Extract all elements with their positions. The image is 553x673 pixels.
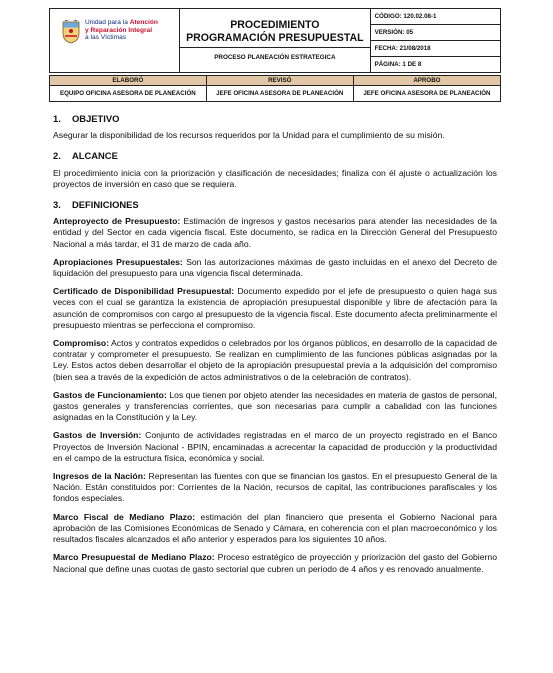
definition-ingresos — [53, 471, 497, 505]
definition-text: Actos y contratos expedidos o celebrados por los órganos públicos, en desarrollo de la capacidad de contratar y comprometer el presupuesto. Se realizan en cumplimiento de las funciones públicas asignadas por la Ley. Estos actos deben desarrollar el objeto de la apropiación presupuestal previa a la adquisición del compromiso (bien sea a través de la expedición de actos administrativos o de la celebración de contratos). — [53, 338, 497, 382]
definition-certificado — [53, 286, 497, 331]
section-heading-definiciones — [53, 199, 497, 210]
logo-text-bold: Atención — [129, 19, 158, 26]
section-title: DEFINICIONES — [72, 199, 139, 211]
objetivo-paragraph: Asegurar la disponibilidad de los recursos requeridos por la Unidad para el cumplimiento de su misión. — [53, 130, 445, 141]
reviso-value: JEFE OFICINA ASESORA DE PLANEACIÓN — [206, 86, 353, 102]
document-header — [49, 8, 501, 73]
logo-text-line2: y Reparación Integral — [85, 26, 153, 34]
logo-cell — [50, 9, 180, 73]
definition-compromiso — [53, 338, 497, 383]
definition-text: Documento expedido por el jefe de presupuesto o quien haga sus veces con el cual se garantiza la existencia de apropiación presupuestal disponible y libre de afectación para la asunción de compromisos con cargo al presupuesto de la vigencia fiscal. Este documento afecta preliminarmente el presupuesto mientras se perfecciona el compromiso. — [53, 286, 497, 330]
document-body — [53, 113, 497, 582]
meta-cell — [370, 9, 500, 73]
definition-gastos-inversion — [53, 430, 497, 464]
definition-marco-presupuestal — [53, 552, 497, 574]
aprobo-header: APROBO — [353, 76, 500, 86]
definition-text: estimación del plan financiero que presenta el Gobierno Nacional para aprobación de las Comisiones Económicas de Senado y Cámara, en coherencia con el plan macroeconómico y los resultados fiscales alcanzados el año anterior y esperados para los siguientes 10 años. — [53, 511, 497, 545]
approval-table — [49, 75, 501, 102]
definition-marco-fiscal — [53, 512, 497, 546]
document-date: FECHA: 21/08/2018 — [371, 41, 500, 57]
definition-text: Representan las fuentes con que se financian los gastos. En el presupuesto General de la Nación. Están constituidos por: Corrientes de la Nación, recursos de capital, las contribuciones parafiscales y los fondos especiales. — [53, 471, 498, 504]
document-code: CÓDIGO: 120.02.08-1 — [371, 9, 500, 25]
section-heading-alcance — [53, 150, 497, 161]
definition-term: Gastos de Inversión: — [53, 430, 142, 441]
page-number: PÁGINA: 1 DE 8 — [374, 61, 422, 68]
section-title: ALCANCE — [72, 150, 118, 162]
document-title: PROCEDIMIENTO PROGRAMACIÓN PRESUPUESTAL — [186, 18, 364, 44]
alcance-paragraph: El procedimiento inicia con la priorización y clasificación de necesidades; finaliza con él ajuste o actualización los proyectos de inversión en caso que se requiera. — [53, 167, 497, 189]
document-version: VERSIÓN: 05 — [371, 25, 500, 41]
section-number: 3. — [53, 199, 61, 211]
definition-text: Los que tienen por objeto atender las necesidades en materia de gastos de personal, gastos generales y transferencias corrientes, que son necesarias para cumplir a cabalidad con las funciones asignadas en la Constitución y la Ley. — [53, 389, 497, 423]
elaboro-header: ELABORÓ — [50, 76, 207, 86]
reviso-header: REVISÓ — [206, 76, 353, 86]
section-number: 2. — [53, 150, 61, 162]
section-title: OBJETIVO — [72, 113, 120, 124]
definition-text: Son las autorizaciones máximas de gasto incluidas en el anexo del Decreto de liquidación del presupuesto para una vigencia fiscal determinada. — [53, 256, 498, 279]
elaboro-value: EQUIPO OFICINA ASESORA DE PLANEACIÓN — [50, 86, 207, 102]
definition-term: Gastos de Funcionamiento: — [53, 389, 167, 400]
definition-term: Ingresos de la Nación: — [53, 471, 146, 482]
definition-text: Proceso estratégico de proyección y priorización del gasto del Gobierno Nacional que define unas cuotas de gasto sectorial que cubren un periodo de 4 años y es renovado anualmente. — [53, 552, 497, 574]
definition-apropiaciones — [53, 257, 497, 279]
logo-text-line1: Unidad para la — [85, 19, 130, 26]
title-cell — [180, 9, 370, 73]
process-name: PROCESO PLANEACIÓN ESTRATEGICA — [180, 47, 369, 67]
unidad-logo — [62, 19, 158, 44]
definition-text: Estimación de ingresos y gastos necesarios para atender las necesidades de la entidad y del Sector en cada vigencia fiscal. Este documento, se radica en la Dirección General del Presupuesto Nacional a más tardar, el 31 de marzo de cada año. — [53, 216, 497, 249]
definition-text: Conjunto de actividades registradas en el marco de un proyecto registrado en el Banco Proyectos de Inversión Nacional - BPIN, encaminadas a acrecentar la capacidad de producción y la productividad en el campo de la estructura física, económica y social. — [53, 430, 497, 463]
definition-term: Marco Presupuestal de Mediano Plazo: — [53, 552, 215, 563]
definition-term: Anteproyecto de Presupuesto: — [53, 216, 181, 227]
definition-term: Certificado de Disponibilidad Presupuestal: — [53, 286, 235, 297]
colombia-shield-icon — [62, 20, 80, 44]
definition-term: Marco Fiscal de Mediano Plazo: — [53, 511, 196, 522]
definition-gastos-funcionamiento — [53, 390, 497, 424]
definition-term: Apropiaciones Presupuestales: — [53, 256, 183, 267]
section-number: 1. — [53, 113, 61, 124]
logo-text-line3: a las Víctimas — [85, 34, 127, 42]
aprobo-value: JEFE OFICINA ASESORA DE PLANEACIÓN — [353, 86, 500, 102]
definition-term: Compromiso: — [53, 338, 110, 349]
definition-anteproyecto — [53, 216, 497, 250]
section-heading-objetivo — [53, 113, 497, 124]
